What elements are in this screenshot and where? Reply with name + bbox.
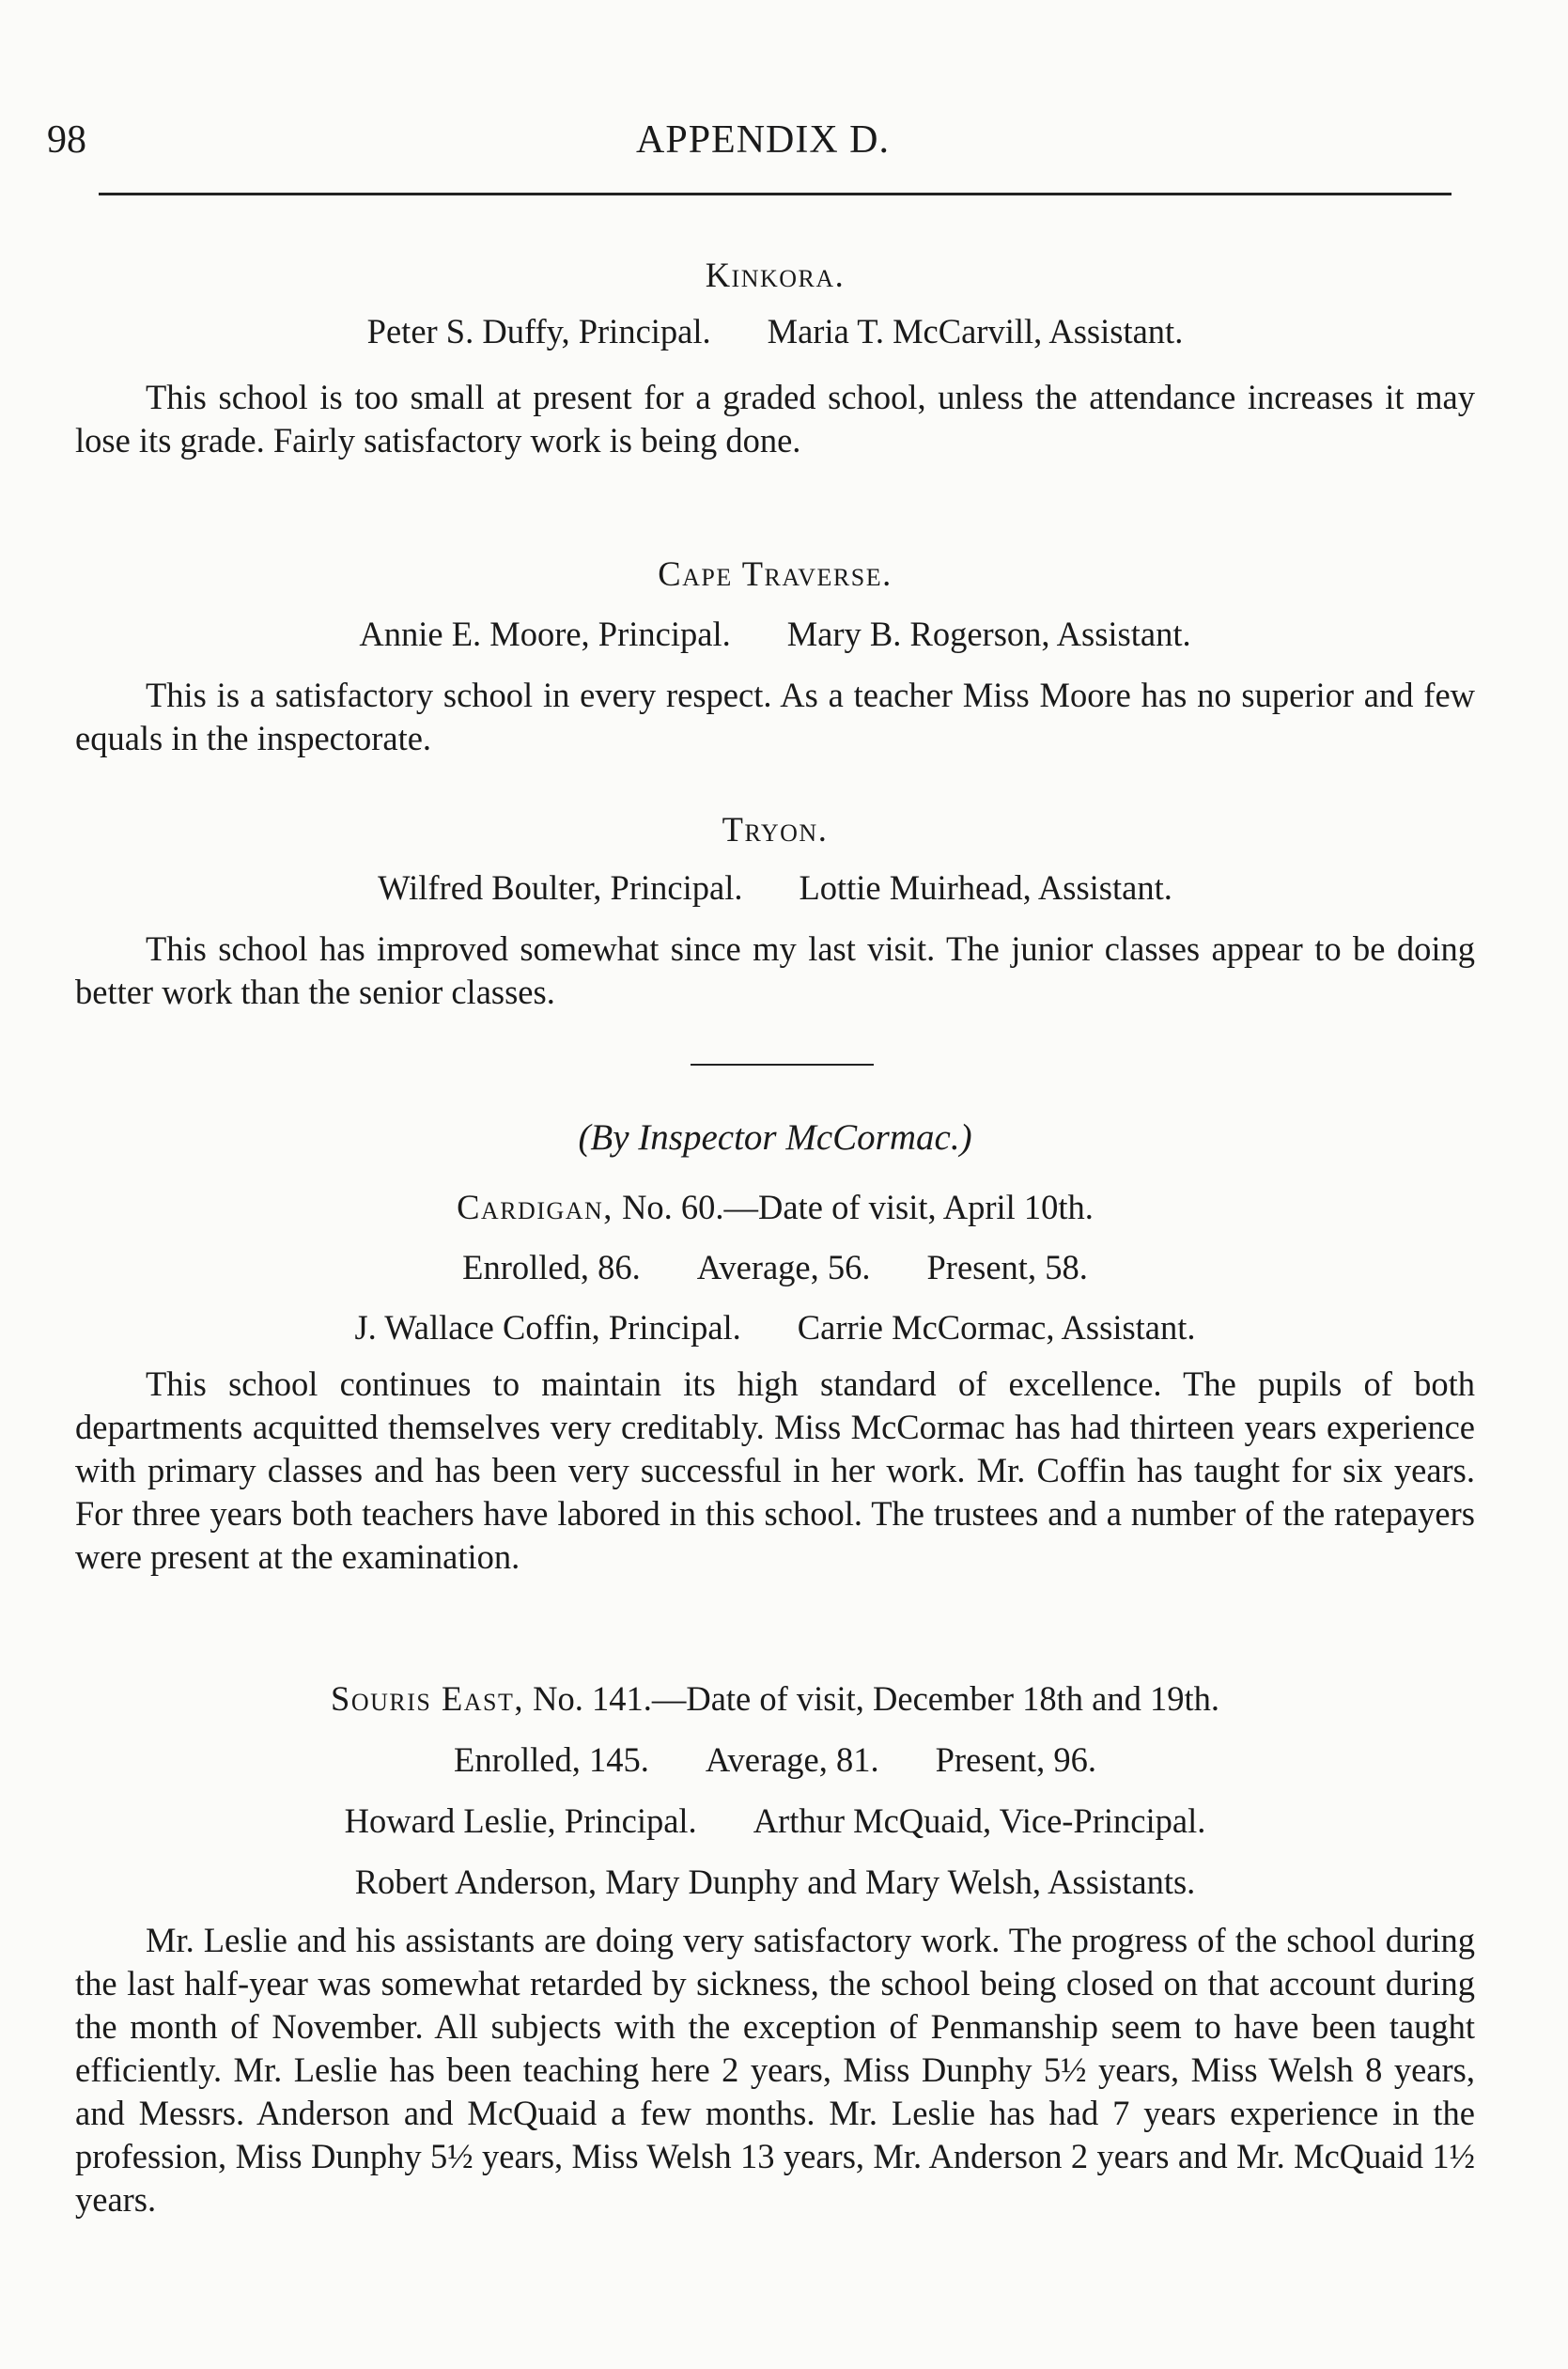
tryon-assistant: Lottie Muirhead, Assistant. [799,868,1172,907]
cardigan-assistant: Carrie McCormac, Assistant. [797,1308,1196,1347]
cape-traverse-principal: Annie E. Moore, Principal. [359,615,731,653]
cardigan-heading [75,1186,1475,1229]
cardigan-principal: J. Wallace Coffin, Principal. [354,1308,741,1347]
cardigan-present: Present, 58. [926,1248,1088,1286]
cape-traverse-assistant: Mary B. Rogerson, Assistant. [786,615,1191,653]
inspector-heading: (By Inspector McCormac.) [578,1117,972,1158]
kinkora-heading: Kinkora. [705,256,846,294]
souris-east-principal: Howard Leslie, Principal. [344,1801,697,1840]
cardigan-attendance [75,1246,1475,1289]
cape-traverse-staff [75,613,1475,656]
kinkora-principal: Peter S. Duffy, Principal. [366,312,711,351]
cardigan-visit: No. 60.—Date of visit, April 10th. [622,1188,1094,1226]
cardigan-name: Cardigan, [457,1188,613,1226]
tryon-paragraph: This school has improved somewhat since my last visit. The junior classes appear to be doing better work than the senior classes. [75,929,1475,1011]
souris-east-heading [75,1677,1475,1721]
header-rule [99,193,1452,195]
cardigan-paragraph: This school continues to maintain its high standard of excellence. The pupils of both departments acquitted themselves very creditably. Miss McCormac has had thirteen years experience with primary classes and has been very successful in her work. Mr. Coffin has taught for six years. For three years both teachers have labored in this school. The trustees and a number of the ratepayers were present at the examination. [75,1364,1475,1576]
tryon-staff [75,866,1475,910]
souris-east-vice-principal: Arthur McQuaid, Vice-Principal. [753,1801,1206,1840]
section-divider [691,1064,874,1066]
souris-east-staff [75,1800,1475,1843]
appendix-title: APPENDIX D. [636,118,891,162]
cardigan-staff [75,1306,1475,1349]
tryon-principal: Wilfred Boulter, Principal. [378,868,743,907]
souris-east-paragraph: Mr. Leslie and his assistants are doing very satisfactory work. The progress of the school during the last half-year was somewhat retarded by sickness, the school being closed on that account during the month of November. All subjects with the exception of Penmanship seem to have been taught efficiently. Mr. Leslie has been teaching here 2 years, Miss Dunphy 5½ years, Miss Welsh 8 years, and Messrs. Anderson and McQuaid a few months. Mr. Leslie has had 7 years experience in the profession, Miss Dunphy 5½ years, Miss Welsh 13 years, Mr. Anderson 2 years and Mr. McQuaid 1½ years. [75,1921,1475,2219]
cape-traverse-paragraph: This is a satisfactory school in every respect. As a teacher Miss Moore has no superior and few equals in the inspectorate. [75,676,1475,757]
souris-east-attendance [75,1738,1475,1782]
souris-east-present: Present, 96. [935,1740,1096,1779]
page-number: 98 [47,118,86,162]
kinkora-assistant: Maria T. McCarvill, Assistant. [767,312,1184,351]
souris-east-enrolled: Enrolled, 145. [454,1740,649,1779]
cardigan-enrolled: Enrolled, 86. [462,1248,641,1286]
souris-east-average: Average, 81. [705,1740,879,1779]
kinkora-staff [75,310,1475,353]
cardigan-average: Average, 56. [696,1248,871,1286]
tryon-heading: Tryon. [722,810,829,849]
souris-east-name: Souris East, [331,1679,524,1718]
cape-traverse-heading: Cape Traverse. [658,554,893,593]
souris-east-visit: No. 141.—Date of visit, December 18th and 19th. [533,1679,1219,1718]
souris-east-assistants: Robert Anderson, Mary Dunphy and Mary Welsh, Assistants. [354,1862,1196,1901]
kinkora-paragraph: This school is too small at present for a graded school, unless the attendance increases it may lose its grade. Fairly satisfactory work is being done. [75,378,1475,460]
